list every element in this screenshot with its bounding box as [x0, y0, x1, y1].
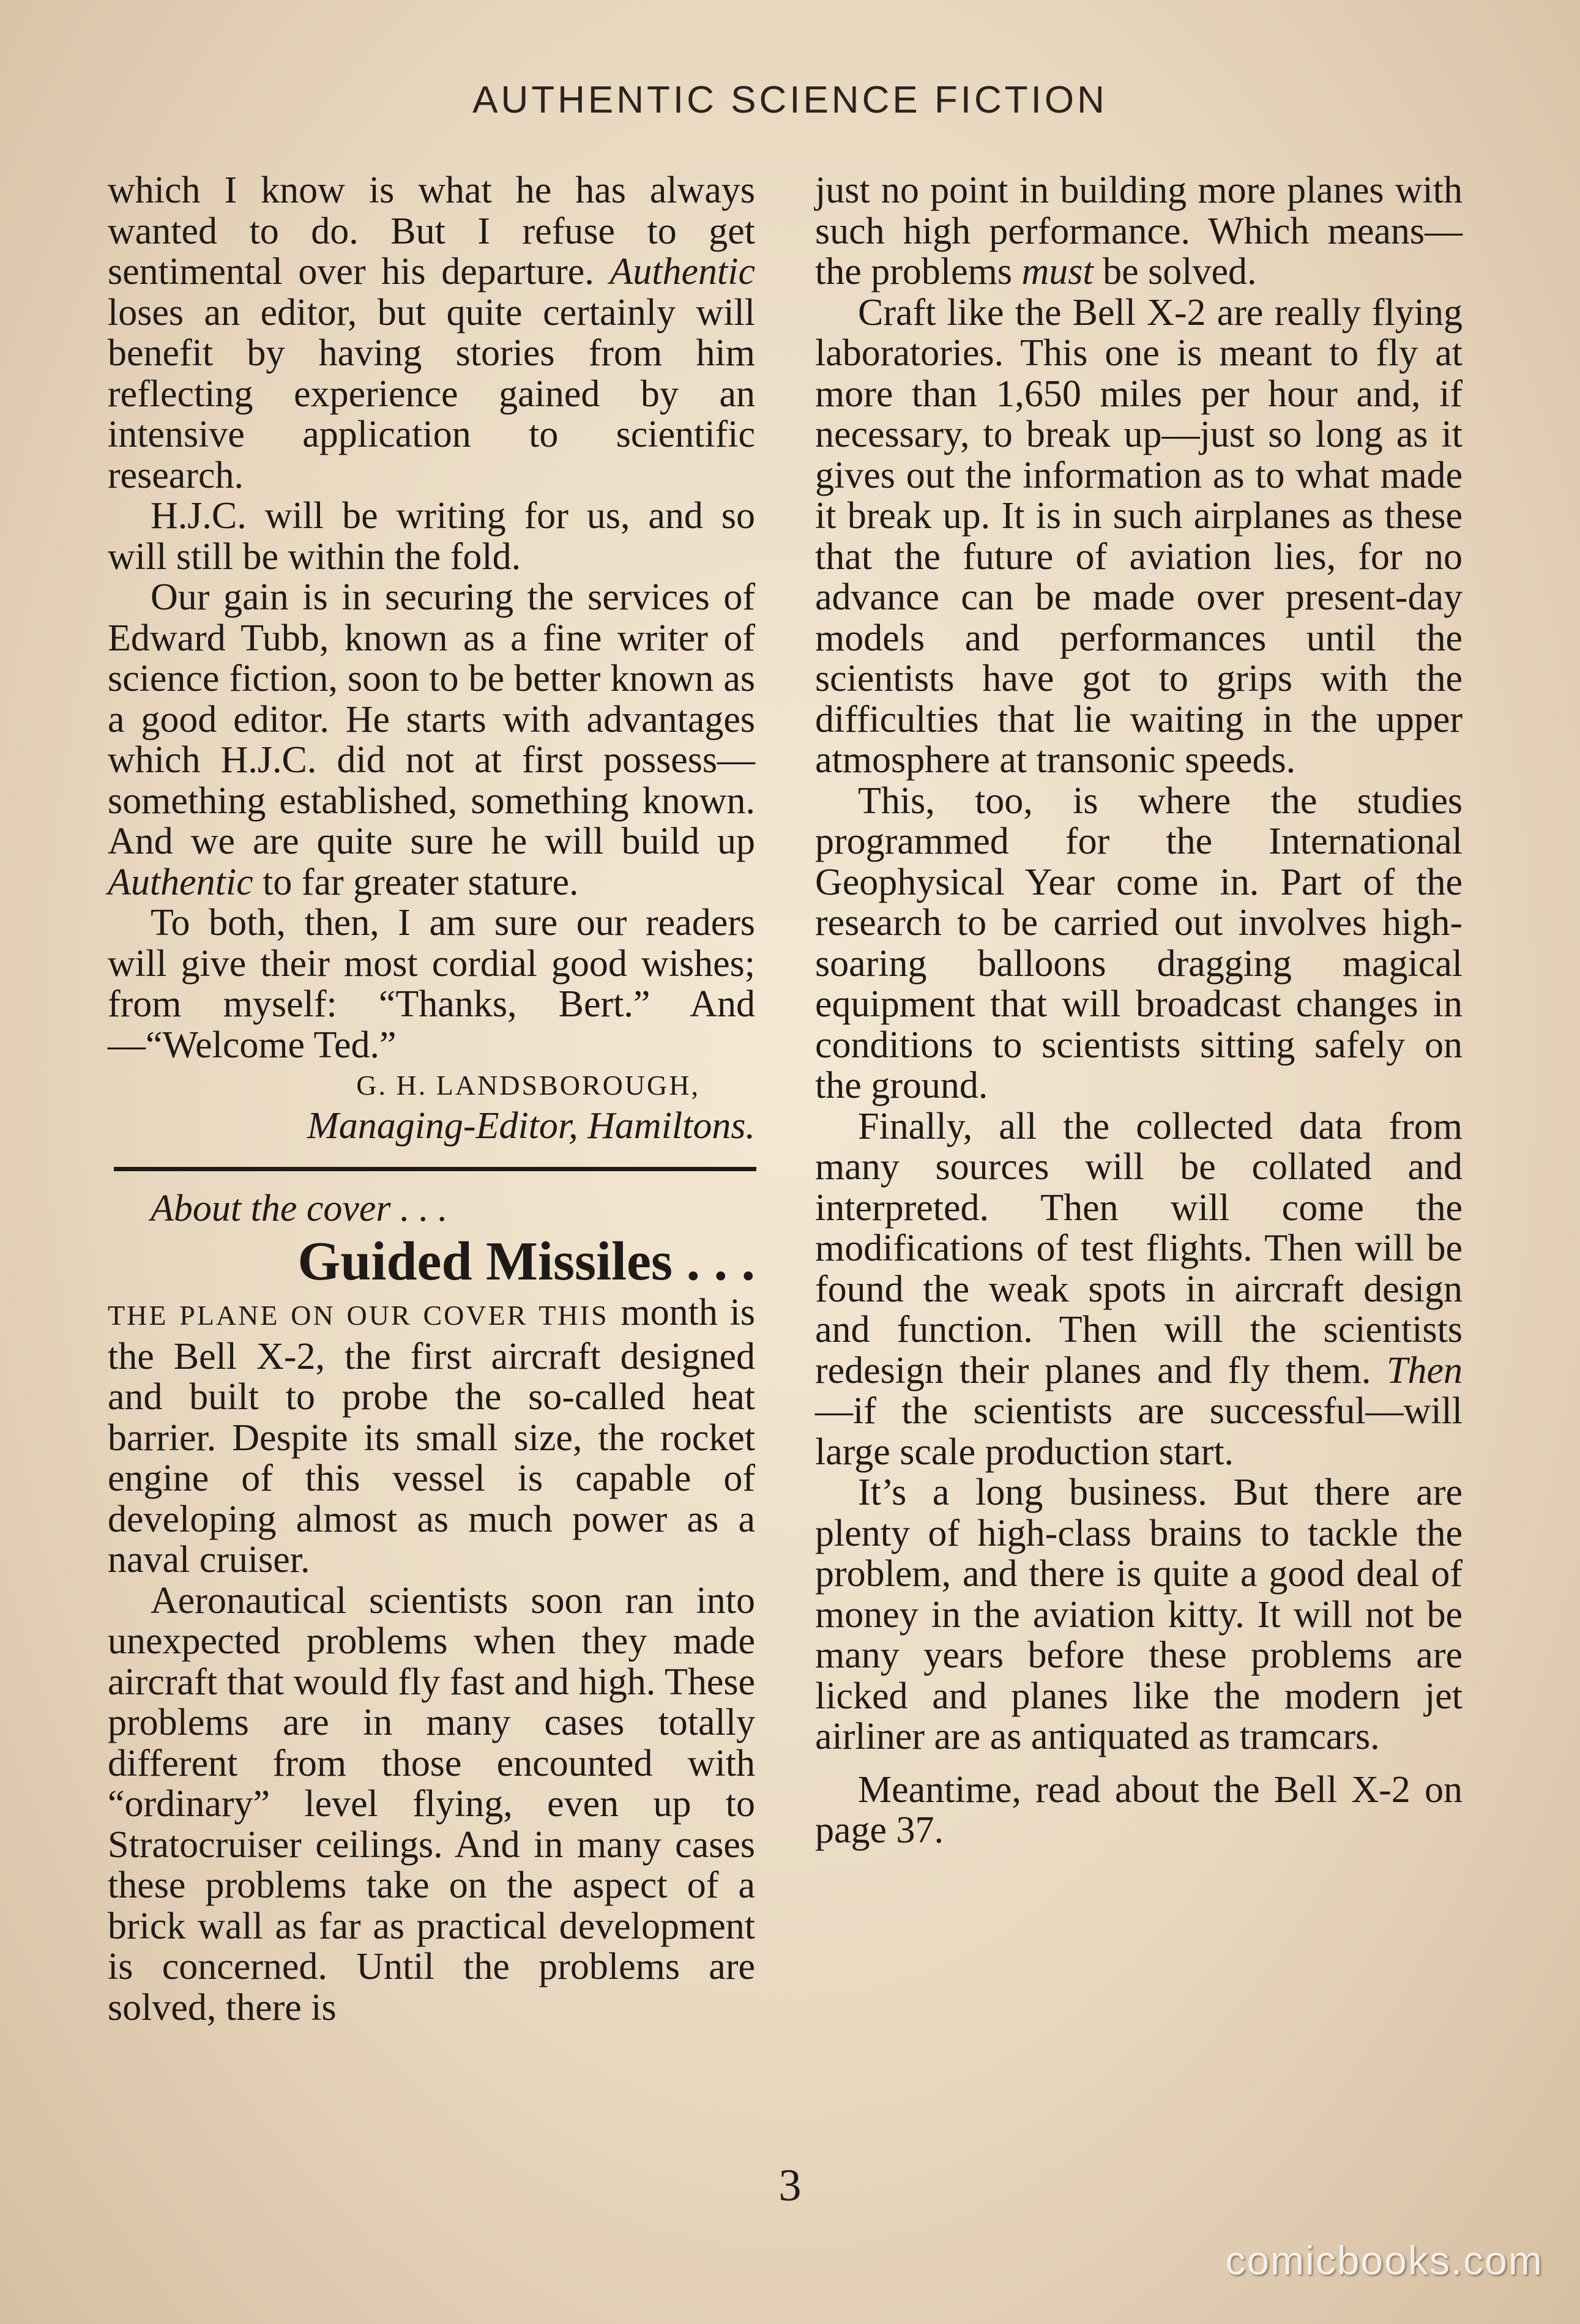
paragraph: This, too, is where the studies programmed for the International Geophysical Year come in. Part of the research to be carried out involves high-soaring balloons dragging magical equipment that will broadcast changes in conditions to scientists sitting safely on the ground.: [815, 780, 1463, 1106]
paragraph-text: month is the Bell X-2, the first aircraft designed and built to probe the so-called heat barrier. Despite its small size, the rocket engine of this vessel is capable of developing almost as much power as a naval cruiser.: [108, 1292, 755, 1581]
magazine-title-italic: Authentic: [108, 861, 253, 903]
section-divider: [114, 1167, 756, 1171]
paragraph: [108, 1292, 755, 1581]
paragraph: To both, then, I am sure our readers will give their most cordial good wishes; from myself: “Thanks, Bert.” And—“Welcome Ted.”: [108, 902, 755, 1066]
running-head: AUTHENTIC SCIENCE FICTION: [472, 79, 1108, 121]
signature-name: G. H. LANDSBOROUGH,: [356, 1070, 700, 1101]
magazine-title-italic: Authentic: [609, 251, 755, 292]
paragraph-text: —if the scientists are successful—will large scale production start.: [815, 1390, 1463, 1473]
page-number: 3: [778, 2161, 802, 2211]
emphasis-italic: must: [1021, 251, 1094, 292]
paragraph: It’s a long business. But there are plenty of high-class brains to tackle the problem, and there is quite a good deal of money in the aviation kitty. It will not be many years before these problems are licked and planes like the modern jet airliner are as antiquated as tramcars.: [815, 1472, 1463, 1757]
paragraph: H.J.C. will be writing for us, and so will still be within the fold.: [108, 495, 755, 578]
paragraph: [108, 577, 755, 903]
paragraph-text: just no point in building more planes with such high performance. Which means—the problems: [815, 169, 1463, 292]
paragraph-text: Finally, all the collected data from many sources will be collated and interpreted. Then will come the modifications of test flights. Then will be found the weak spots in aircraft design and function. Then will the scientists redesign their planes and fly them.: [815, 1105, 1463, 1391]
watermark: comicbooks.com: [1225, 2238, 1543, 2283]
emphasis-italic: Then: [1387, 1349, 1463, 1391]
paragraph: Aeronautical scientists soon ran into unexpected problems when they made aircraft that would fly fast and high. These problems are in many cases totally different from those encounted with “ordinary” level flying, even up to Stratocruiser ceilings. And in many cases these problems take on the aspect of a brick wall as far as practical development is concerned. Until the problems are solved, there is: [108, 1579, 755, 2028]
paragraph-text: Our gain is in securing the services of Edward Tubb, known as a fine writer of science fiction, soon to be better known as a good editor. He starts with advantages which H.J.C. did not at first possess—something established, something known. And we are quite sure he will build up: [108, 576, 755, 862]
paragraph: Craft like the Bell X-2 are really flying laboratories. This one is meant to fly at more than 1,650 miles per hour and, if necessary, to break up—just so long as it gives out the information as to what made it break up. It is in such airplanes as these that the future of aviation lies, for no advance can be made over present-day models and performances until the scientists have got to grips with the difficulties that lie waiting in the upper atmosphere at transonic speeds.: [815, 291, 1463, 781]
paragraph-text: be solved.: [1093, 251, 1257, 292]
paragraph-text: loses an editor, but quite certainly will benefit by having stories from him reflecting experience gained by an intensive application to scientific research.: [108, 291, 755, 496]
paragraph: Meantime, read about the Bell X-2 on page 37.: [815, 1768, 1463, 1851]
paragraph-text: to far greater stature.: [253, 861, 579, 903]
signature-title: Managing-Editor, Hamiltons.: [307, 1105, 755, 1147]
paragraph: [815, 1106, 1463, 1473]
lead-in-caps: THE PLANE ON OUR COVER THIS: [108, 1300, 609, 1331]
left-column: [108, 170, 755, 2028]
article-headline: Guided Missiles . . .: [297, 1231, 755, 1292]
paragraph: [815, 170, 1463, 292]
right-column: [815, 170, 1463, 1851]
section-label: About the cover . . .: [151, 1188, 448, 1229]
paragraph: [108, 170, 755, 496]
paragraph-text: which I know is what he has always wanted to do. But I refuse to get sentimental over his departure.: [108, 169, 755, 292]
